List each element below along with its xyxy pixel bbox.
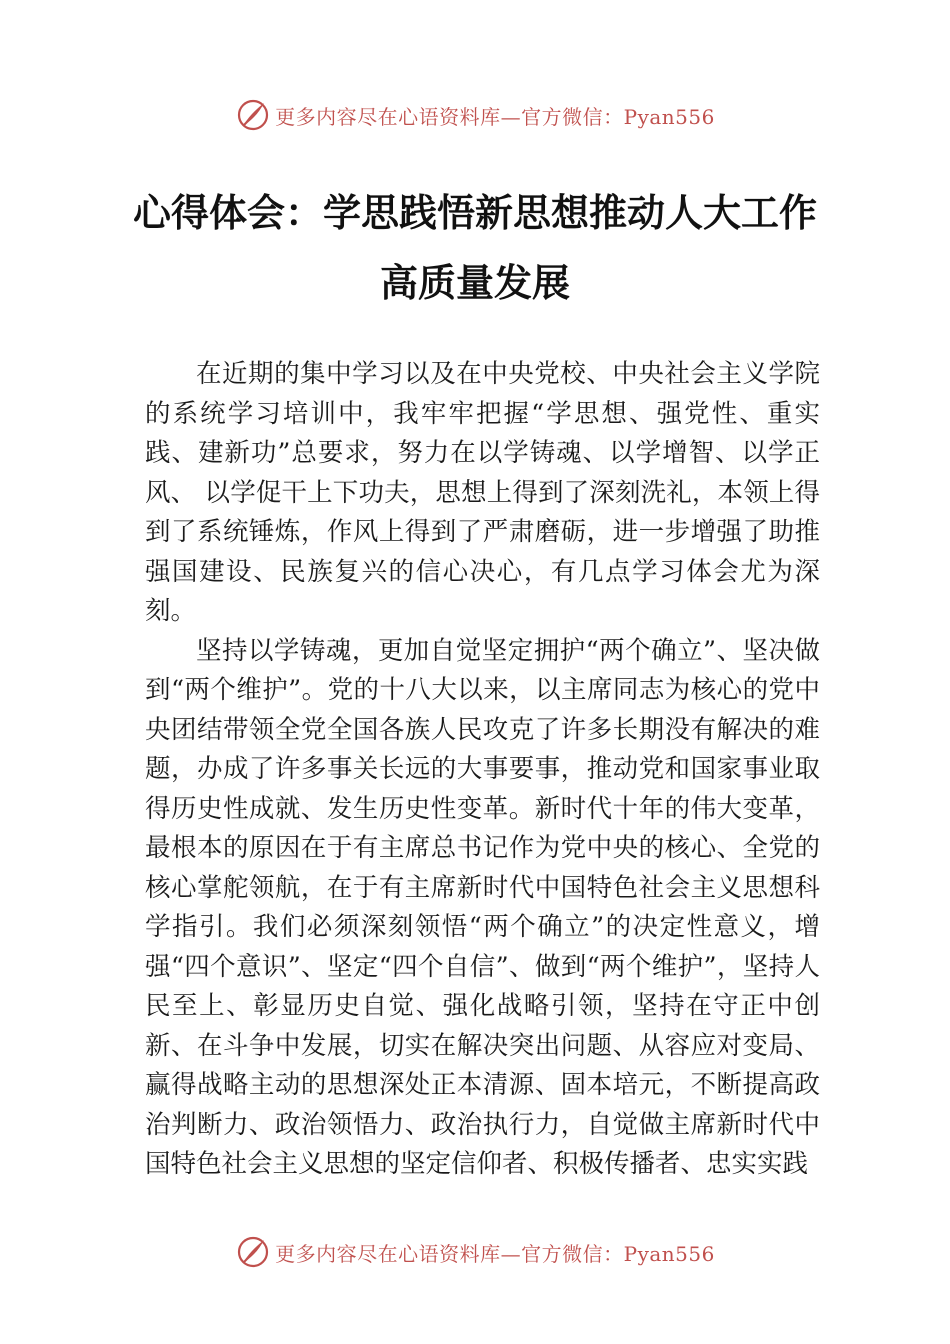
title-line-2: 高质量发展 [379, 261, 570, 305]
footer-watermark [0, 1232, 950, 1272]
watermark-text: 更多内容尽在心语资料库—官方微信：Pyan556 [275, 104, 715, 129]
watermark-text: 更多内容尽在心语资料库—官方微信：Pyan556 [275, 1241, 715, 1266]
paragraph: 坚持以学铸魂，更加自觉坚定拥护“两个确立”、坚决做到“两个维护”。党的十八大以来，以主席同志为核心的党中央团结带领全党全国各族人民攻克了许多长期没有解决的难题，办成了许多事关长远的大事要事，推动党和国家事业取得历史性成就、发生历史性变革。新时代十年的伟大变革， 最根本的原因在于有主席总书记作为党中央的核心、全党的核心掌舵领航，在于有主席新时代中国特色社会主义思想科学指引。我们必须深刻领悟“两个确立”的决定性意义，增强“四个意识”、坚定“四个自信”、做到“两个维护”，坚持人民至上、彰显历史自觉、强化战略引领，坚持在守正中创新、在斗争中发展，切实在解决突出问题、从容应对变局、 赢得战略主动的思想深处正本清源、固本培元，不断提高政治判断力、政治领悟力、政治执行力，自觉做主席新时代中国特色社会主义思想的坚定信仰者、积极传播者、忠实实践 [145, 635, 820, 1179]
quill-pen-logo-icon [235, 97, 271, 133]
document-title [60, 178, 890, 318]
paragraph: 在近期的集中学习以及在中央党校、中央社会主义学院的系统学习培训中，我牢牢把握“学思想、强党性、重实践、建新功”总要求，努力在以学铸魂、以学增智、以学正风、 以学促干上下功夫，思想上得到了深刻洗礼，本领上得到了系统锤炼，作风上得到了严肃磨砺，进一步增强了助推强国建设、民族复兴的信心决心，有几点学习体会尤为深刻。 [145, 359, 820, 626]
title-line-1: 心得体会：学思践悟新思想推动人大工作 [132, 191, 817, 235]
document-body [145, 355, 820, 1185]
quill-pen-logo-icon [235, 1234, 271, 1270]
header-watermark [0, 95, 950, 135]
